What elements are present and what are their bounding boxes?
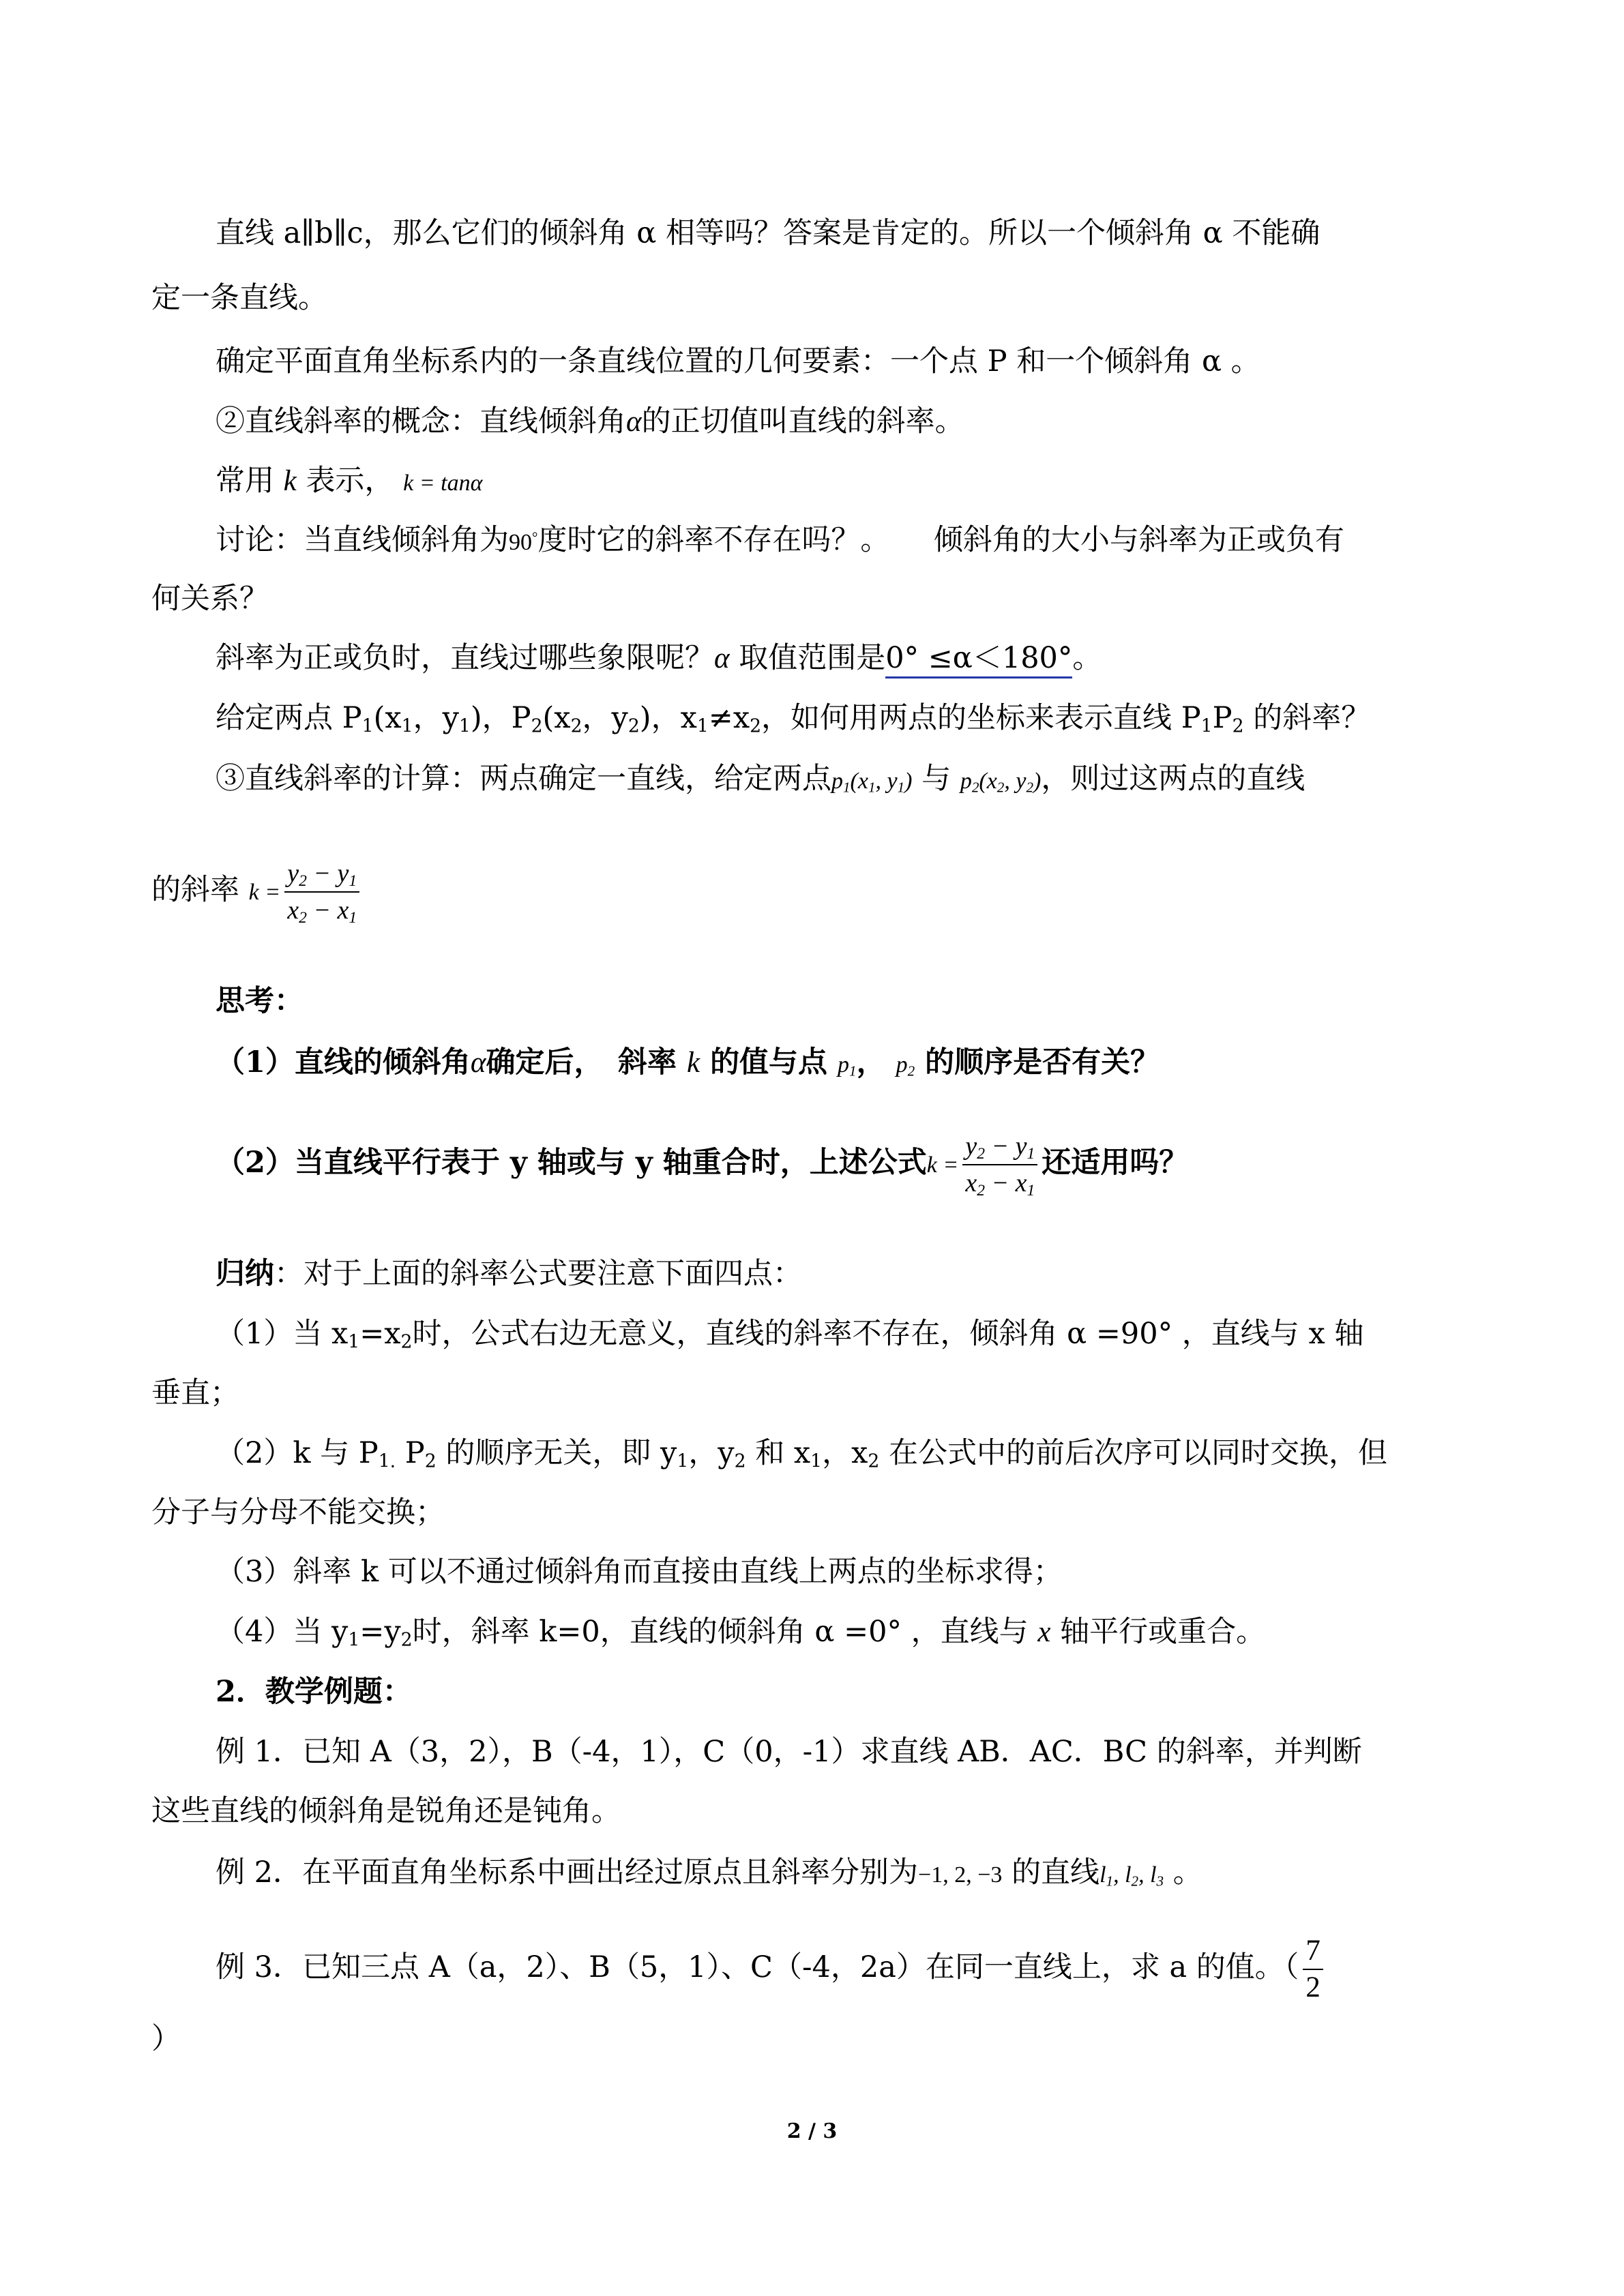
summary-point-1-cont: 垂直；: [151, 1376, 239, 1410]
paragraph-slope-formula: 的斜率 k = $\frac{y_2 - y_1}{x_2 - x_1}$: [151, 852, 364, 930]
summary-point-2: （2）k 与 $P_{1.}$ $P_2$ 的顺序无关，即 $y_1$，$y_2$ 和 $x_1$，$x_2$ 在公式中的前后次序可以同时交换，但: [216, 1436, 1388, 1472]
example-3-close: ）: [151, 2022, 181, 2056]
paragraph-parallel-lines: 直线 a∥b∥c，那么它们的倾斜角 α 相等吗？答案是肯定的。所以一个倾斜角 α 不能确: [216, 216, 1320, 250]
slope-fraction-question: $\frac{y_2 - y_1}{x_2 - x_1}$: [962, 1131, 1037, 1198]
summary-point-3: （3）斜率 k 可以不通过倾斜角而直接由直线上两点的坐标求得；: [216, 1555, 1063, 1589]
paragraph-slope-calculation: ③直线斜率的计算：两点确定一直线，给定两点$p_1(x_1$, $y_1$) 与 $p_2(x_2$, $y_2$)，则过这两点的直线: [216, 762, 1305, 796]
angle-range-underlined: 0° ≤α＜180°: [885, 641, 1072, 679]
heading-examples: 2．教学例题：: [216, 1675, 412, 1709]
page-number: 2 / 3: [786, 2119, 838, 2143]
summary-point-1: （1）当 $x_1=x_2$时，公式右边无意义，直线的斜率不存在，倾斜角 α =90° ，直线与 x 轴: [216, 1317, 1364, 1353]
paragraph-angle-range: 斜率为正或负时，直线过哪些象限呢？α 取值范围是0° ≤α＜180°。: [216, 638, 1102, 679]
summary-point-4: （4）当 $y_1=y_2$时，斜率 k=0，直线的倾斜角 α =0° ，直线与 x 轴平行或重合。: [216, 1615, 1266, 1651]
paragraph-slope-concept: ②直线斜率的概念：直线倾斜角α的正切值叫直线的斜率。: [216, 404, 964, 438]
paragraph-slope-notation: 常用 k 表示， k = tanα: [216, 464, 483, 498]
example-3: 例 3．已知三点 A（a，2）、B（5，1）、C（-4，2a）在同一直线上，求 a 的值。（ $\frac{7}{2}$: [216, 1930, 1327, 2005]
paragraph-summary: 归纳：对于上面的斜率公式要注意下面四点：: [216, 1257, 802, 1291]
paragraph-discussion: 讨论：当直线倾斜角为90°度时它的斜率不存在吗？。 倾斜角的大小与斜率为正或负有: [216, 523, 1344, 557]
answer-fraction: $\frac{7}{2}$: [1303, 1936, 1323, 2003]
paragraph-two-points: 给定两点 $P_1(x_1$，$y_1$)，$P_2(x_2$，$y_2$)，$x_1\ne x_2$，如何用两点的坐标来表示直线 $P_1P_2$ 的斜率？: [216, 701, 1371, 737]
paragraph-parallel-lines-cont: 定一条直线。: [151, 281, 327, 315]
slope-fraction: $\frac{y_2 - y_1}{x_2 - x_1}$: [284, 859, 359, 925]
question-1: （1）直线的倾斜角α确定后， 斜率 k 的值与点 $p_1$， $p_2$ 的顺序是否有关？: [216, 1045, 1160, 1079]
example-1-cont: 这些直线的倾斜角是锐角还是钝角。: [151, 1794, 621, 1828]
paragraph-geometric-elements: 确定平面直角坐标系内的一条直线位置的几何要素：一个点 P 和一个倾斜角 α 。: [216, 344, 1260, 378]
paragraph-discussion-cont: 何关系？: [151, 582, 269, 616]
summary-point-2-cont: 分子与分母不能交换；: [151, 1495, 445, 1530]
example-2: 例 2．在平面直角坐标系中画出经过原点且斜率分别为−1, 2, −3 的直线$l_1$, $l_2$, $l_3$ 。: [216, 1855, 1202, 1890]
example-1: 例 1．已知 A（3，2），B（-4，1），C（0，-1）求直线 AB．AC．BC 的斜率，并判断: [216, 1735, 1362, 1769]
question-2: （2）当直线平行表于 y 轴或与 y 轴重合时，上述公式k = $\frac{y_2 - y_1}{x_2 - x_1}$ 还适用吗？: [216, 1132, 1189, 1199]
heading-think: 思考：: [216, 984, 304, 1018]
